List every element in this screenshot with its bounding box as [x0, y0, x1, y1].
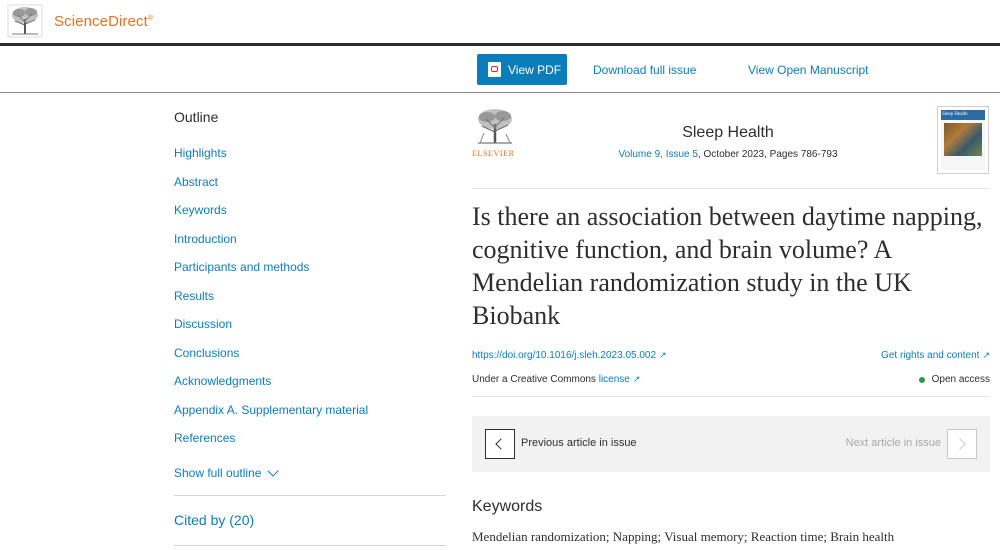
license-text: license: [598, 374, 630, 385]
volume-issue-link[interactable]: Volume 9, Issue 5: [618, 149, 698, 160]
brand-name: ScienceDirect: [54, 13, 148, 30]
cited-by-divider: [174, 545, 446, 546]
license-info: [472, 374, 640, 385]
article-navigation: [472, 416, 990, 472]
download-full-issue-link[interactable]: Download full issue: [593, 63, 697, 77]
show-full-outline-label: Show full outline: [174, 466, 262, 480]
outline-item-results[interactable]: Results: [174, 288, 215, 303]
cover-title: Sleep Health: [942, 112, 968, 117]
next-article-button: [947, 429, 977, 459]
article-toolbar: [0, 46, 1000, 92]
outline-divider: [174, 495, 446, 496]
outline-item-introduction[interactable]: Introduction: [174, 231, 237, 246]
pdf-icon: [488, 62, 501, 77]
journal-cover-thumbnail[interactable]: [937, 106, 989, 174]
outline-item-appendix[interactable]: Appendix A. Supplementary material: [174, 402, 369, 417]
site-header: [0, 0, 1000, 43]
outline-title: Outline: [174, 109, 219, 125]
sciencedirect-logo-text[interactable]: [54, 13, 153, 30]
article-title: Is there an association between daytime napping, cognitive function, and brain volume? A Mendelian randomization study in the UK Biobank: [472, 202, 983, 330]
get-rights-text: Get rights and content: [881, 350, 980, 361]
journal-title[interactable]: Sleep Health: [682, 124, 774, 141]
previous-article-link[interactable]: Previous article in issue: [521, 437, 637, 449]
cover-artwork: [944, 123, 982, 156]
chevron-down-icon: [268, 465, 279, 476]
outline-item-keywords[interactable]: Keywords: [174, 203, 227, 217]
doi-text: https://doi.org/10.1016/j.sleh.2023.05.002: [472, 350, 657, 361]
outline-item-acknowledgments[interactable]: Acknowledgments: [174, 374, 272, 388]
get-rights-link[interactable]: [881, 350, 990, 361]
cited-by-link[interactable]: Cited by (20): [174, 512, 255, 528]
meta-divider: [472, 396, 990, 397]
outline-list: [174, 146, 368, 460]
external-link-icon: ↗: [632, 374, 641, 384]
brand-registered-mark: ®: [147, 15, 154, 22]
open-access-badge: [919, 374, 990, 385]
keywords-heading: Keywords: [472, 498, 543, 515]
issue-date-pages: , October 2023, Pages 786-793: [697, 149, 838, 160]
license-link[interactable]: [599, 374, 641, 385]
license-prefix: Under a Creative Commons: [472, 374, 599, 385]
outline-item-participants-methods[interactable]: Participants and methods: [174, 260, 310, 274]
view-pdf-label: View PDF: [508, 62, 562, 77]
external-link-icon: ↗: [982, 350, 990, 360]
previous-article-button[interactable]: [485, 429, 515, 459]
show-full-outline-button[interactable]: [174, 466, 277, 480]
issue-info: [580, 149, 876, 160]
keywords-list: Mendelian randomization; Napping; Visual memory; Reaction time; Brain health: [472, 529, 895, 544]
outline-item-abstract[interactable]: Abstract: [174, 174, 219, 189]
toolbar-divider: [0, 92, 1000, 93]
elsevier-wordmark: ELSEVIER: [472, 149, 515, 158]
outline-item-discussion[interactable]: Discussion: [174, 317, 233, 331]
outline-item-references[interactable]: References: [174, 431, 236, 445]
open-access-dot-icon: [919, 377, 925, 383]
outline-item-highlights[interactable]: Highlights: [174, 146, 227, 160]
view-pdf-button[interactable]: [477, 54, 567, 85]
outline-item-conclusions[interactable]: Conclusions: [174, 345, 240, 360]
view-open-manuscript-link[interactable]: View Open Manuscript: [748, 63, 869, 77]
journal-divider: [472, 188, 990, 189]
elsevier-tree-icon[interactable]: [472, 106, 518, 146]
open-access-label: Open access: [931, 374, 990, 385]
next-article-link: Next article in issue: [845, 437, 941, 449]
external-link-icon: ↗: [659, 350, 667, 360]
doi-link[interactable]: [472, 350, 667, 361]
elsevier-tree-icon[interactable]: [7, 4, 43, 38]
